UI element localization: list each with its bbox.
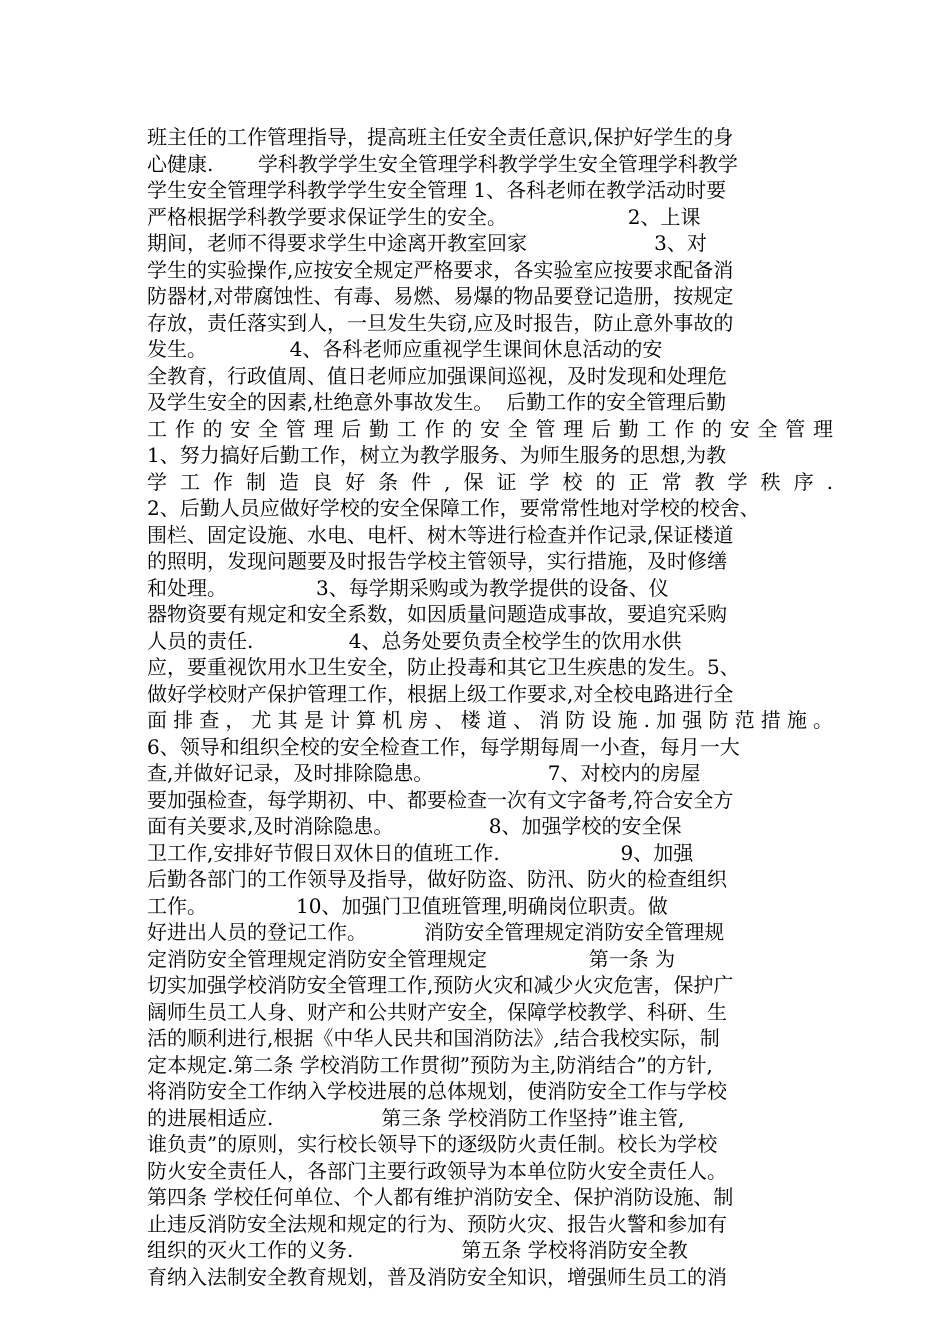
- text-line: 查,并做好记录，及时排除隐患。 7、对校内的房屋: [147, 761, 701, 785]
- text-line: 存放，责任落实到人，一旦发生失窃,应及时报告，防止意外事故的: [147, 310, 734, 335]
- text-line: 期间，老师不得要求学生中途离开教室回家 3、对: [147, 231, 707, 255]
- text-line: 组织的灭火工作的义务. 第五条 学校将消防安全教: [147, 1238, 688, 1262]
- text-line: 学生安全管理学科教学学生安全管理 1、各科老师在教学活动时要: [147, 178, 727, 202]
- text-line: 防器材,对带腐蚀性、有毒、易燃、易爆的物品要登记造册，按规定: [147, 284, 734, 308]
- text-line: 阔师生员工人身、财产和公共财产安全，保障学校教学、科研、生: [147, 999, 727, 1024]
- text-line: 活的顺利进行,根据《中华人民共和国消防法》,结合我校实际，制: [147, 1026, 720, 1050]
- text-line: 学工作制造良好条件,保证学校的正常教学秩序.: [147, 469, 833, 494]
- text-line: 的进展相适应. 第三条 学校消防工作坚持”谁主管,: [147, 1105, 685, 1130]
- text-line: 人员的责任. 4、总务处要负责全校学生的饮用水供: [147, 628, 682, 653]
- document-body-text: [147, 124, 833, 1290]
- text-line: 后勤各部门的工作领导及指导，做好防盗、防汛、防火的检查组织: [147, 867, 727, 891]
- text-line: 及学生安全的因素,杜绝意外事故发生。 后勤工作的安全管理后勤: [147, 390, 727, 414]
- text-line: 要加强检查，每学期初、中、都要检查一次有文字备考,符合安全方: [147, 787, 734, 812]
- text-line: 工作。 10、加强门卫值班管理,明确岗位职责。做: [147, 893, 668, 918]
- text-line: 围栏、固定设施、水电、电杆、树木等进行检查并作记录,保证楼道: [147, 522, 734, 547]
- text-line: 学生的实验操作,应按安全规定严格要求，各实验室应按要求配备消: [147, 257, 734, 282]
- text-line: 工作的安全管理后勤工作的安全管理后勤工作的安全管理: [147, 416, 833, 441]
- text-line: 防火安全责任人，各部门主要行政领导为本单位防火安全责任人。: [147, 1158, 727, 1183]
- text-line: 育纳入法制安全教育规划，普及消防安全知识，增强师生员工的消: [147, 1264, 727, 1289]
- text-line: 止违反消防安全法规和规定的行为、预防火灾、报告火警和参加有: [147, 1211, 727, 1236]
- text-line: 应，要重视饮用水卫生安全，防止投毒和其它卫生疾患的发生。5、: [147, 655, 740, 679]
- text-line: 2、后勤人员应做好学校的安全保障工作，要常常性地对学校的校舍、: [147, 496, 760, 520]
- text-line: 定本规定.第二条 学校消防工作贯彻”预防为主,防消结合”的方针,: [147, 1052, 713, 1077]
- text-line: 和处理。 3、每学期采购或为教学提供的设备、仪: [147, 575, 669, 600]
- text-line: 发生。 4、各科老师应重视学生课间休息活动的安: [147, 337, 663, 361]
- text-line: 严格根据学科教学要求保证学生的安全。 2、上课: [147, 204, 701, 229]
- text-line: 定消防安全管理规定消防安全管理规定 第一条 为: [147, 946, 676, 971]
- text-line: 面有关要求,及时消除隐患。 8、加强学校的安全保: [147, 814, 682, 838]
- text-line: 做好学校财产保护管理工作，根据上级工作要求,对全校电路进行全: [147, 681, 734, 706]
- text-line: 全教育，行政值周、值日老师应加强课间巡视，及时发现和处理危: [147, 363, 727, 388]
- text-line: 第四条 学校任何单位、个人都有维护消防安全、保护消防设施、制: [147, 1185, 734, 1209]
- text-line: 的照明，发现问题要及时报告学校主管领导，实行措施，及时修缮: [147, 549, 727, 573]
- text-line: 心健康. 学科教学学生安全管理学科教学学生安全管理学科教学: [147, 151, 738, 176]
- text-line: 面排查，尤其是计算机房、楼道、消防设施.加强防范措施。: [147, 708, 833, 732]
- text-line: 将消防安全工作纳入学校进展的总体规划，使消防安全工作与学校: [147, 1079, 727, 1103]
- text-line: 好进出人员的登记工作。 消防安全管理规定消防安全管理规: [147, 920, 725, 944]
- text-line: 器物资要有规定和安全系数，如因质量问题造成事故，要追究采购: [147, 602, 727, 626]
- text-line: 切实加强学校消防安全管理工作,预防火灾和减少火灾危害，保护广: [147, 973, 734, 997]
- text-line: 谁负责”的原则，实行校长领导下的逐级防火责任制。校长为学校: [147, 1132, 718, 1156]
- text-line: 卫工作,安排好节假日双休日的值班工作. 9、加强: [147, 840, 694, 865]
- text-line: 6、领导和组织全校的安全检查工作，每学期每周一小查，每月一大: [147, 734, 740, 759]
- text-line: 1、努力搞好后勤工作，树立为教学服务、为师生服务的思想,为教: [147, 443, 727, 467]
- text-line: 班主任的工作管理指导，提高班主任安全责任意识,保护好学生的身: [147, 125, 734, 149]
